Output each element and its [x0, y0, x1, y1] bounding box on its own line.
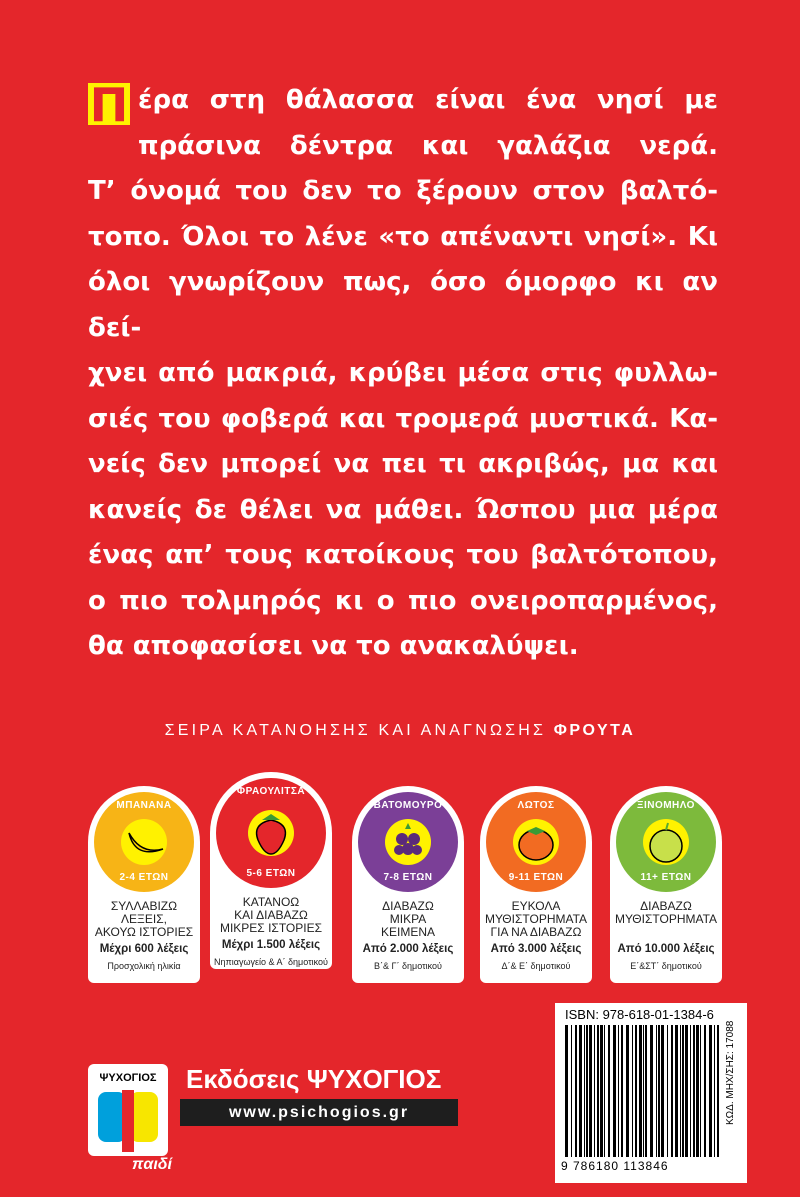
- barcode-bar: [671, 1025, 673, 1157]
- barcode-block: [555, 1003, 747, 1183]
- barcode: [561, 1025, 741, 1157]
- age-range: 2-4 ΕΤΩΝ: [119, 872, 169, 883]
- blurb-line: θα αποφασίσει να το ανακαλύψει.: [88, 631, 579, 661]
- fruit-name: ΦΡΑΟΥΛΙΤΣΑ: [236, 786, 306, 797]
- barcode-bar: [575, 1025, 577, 1157]
- age-range: 5-6 ΕΤΩΝ: [246, 868, 296, 879]
- barcode-bar: [618, 1025, 619, 1157]
- barcode-bar: [589, 1025, 592, 1157]
- barcode-bar: [565, 1025, 568, 1157]
- persimmon-icon: [513, 819, 559, 865]
- blurb-line: Τ’ όνομά του δεν το ξέρουν στον βαλτό-: [88, 176, 718, 206]
- barcode-bar: [626, 1025, 629, 1157]
- publisher-name: Εκδόσεις ΨΥΧΟΓΙΟΣ: [186, 1064, 442, 1094]
- barcode-bar: [584, 1025, 585, 1157]
- word-count: Από 2.000 λέξεις: [362, 943, 454, 955]
- back-cover-blurb: [88, 78, 718, 670]
- barcode-bar: [680, 1025, 681, 1157]
- barcode-bar: [696, 1025, 699, 1157]
- grade-level: Νηπιαγωγείο & Α΄ δημοτικού: [214, 957, 328, 967]
- product-code: ΚΩΔ. ΜΗΧ/ΣΗΣ: 17088: [725, 1021, 736, 1126]
- barcode-bar: [639, 1025, 642, 1157]
- series-label: ΣΕΙΡΑ ΚΑΤΑΝΟΗΣΗΣ ΚΑΙ ΑΝΑΓΝΩΣΗΣ: [164, 722, 547, 739]
- level-card: [352, 786, 464, 983]
- barcode-bar: [667, 1025, 668, 1157]
- fruit-name: ΒΑΤΟΜΟΥΡΟ: [373, 800, 443, 811]
- barcode-bar: [608, 1025, 610, 1157]
- barcode-bar: [658, 1025, 660, 1157]
- publisher-url[interactable]: www.psichogios.gr: [180, 1099, 458, 1126]
- logo-sub: παιδί: [132, 1156, 172, 1173]
- blurb-line: τοπο. Όλοι το λένε «το απέναντι νησί». Κι: [88, 221, 718, 252]
- word-count: Μέχρι 600 λέξεις: [99, 943, 189, 955]
- barcode-bar: [690, 1025, 691, 1157]
- barcode-bar: [704, 1025, 706, 1157]
- level-description: ΚΑΤΑΝΟΩ ΚΑΙ ΔΙΑΒΑΖΩ ΜΙΚΡΕΣ ΙΣΤΟΡΙΕΣ: [219, 895, 323, 935]
- barcode-bar: [650, 1025, 653, 1157]
- blurb-line: ένας απ’ τους κατοίκους του βαλτότοπου,: [88, 540, 718, 570]
- level-description: ΕΥΚΟΛΑ ΜΥΘΙΣΤΟΡΗΜΑΤΑ ΓΙΑ ΝΑ ΔΙΑΒΑΖΩ: [484, 899, 588, 939]
- barcode-bar: [604, 1025, 605, 1157]
- level-card: [610, 786, 722, 983]
- barcode-bar: [571, 1025, 572, 1157]
- word-count: Από 3.000 λέξεις: [490, 943, 582, 955]
- blurb-line: σιές του φοβερά και τρομερά μυστικά. Κα-: [88, 403, 718, 434]
- blackberry-icon: [385, 819, 431, 865]
- barcode-bar: [645, 1025, 647, 1157]
- reading-levels: [88, 786, 720, 986]
- barcode-bar: [594, 1025, 595, 1157]
- psi-icon: [88, 1064, 168, 1156]
- isbn-number: ISBN: 978-618-01-1384-6: [565, 1007, 714, 1022]
- barcode-bar: [597, 1025, 599, 1157]
- grade-level: Δ΄& Ε΄ δημοτικού: [501, 961, 571, 971]
- level-description: ΣΥΛΛΑΒΙΖΩ ΛΕΞΕΙΣ, ΑΚΟΥΩ ΙΣΤΟΡΙΕΣ: [94, 899, 194, 939]
- blurb-line: κανείς δε θέλει να μάθει. Ώσπου μια μέρα: [88, 494, 718, 525]
- barcode-bar: [682, 1025, 684, 1157]
- barcode-digits: 9 786180 113846: [561, 1159, 669, 1173]
- blurb-line: νείς δεν μπορεί να πει τι ακριβώς, μα και: [88, 449, 718, 479]
- barcode-bar: [661, 1025, 664, 1157]
- banana-icon: [121, 819, 167, 865]
- level-description: ΔΙΑΒΑΖΩ ΜΙΚΡΑ ΚΕΙΜΕΝΑ: [380, 899, 435, 939]
- barcode-bar: [714, 1025, 715, 1157]
- logo-brand: ΨΥΧΟΓΙΟΣ: [99, 1072, 157, 1084]
- barcode-bar: [700, 1025, 701, 1157]
- strawberry-icon: [248, 810, 294, 856]
- barcode-bar: [586, 1025, 588, 1157]
- barcode-bar: [613, 1025, 616, 1157]
- fruit-name: ΞΙΝΟΜΗΛΟ: [637, 800, 695, 811]
- level-card: [480, 786, 592, 983]
- grade-level: Προσχολική ηλικία: [107, 961, 181, 971]
- barcode-bar: [643, 1025, 644, 1157]
- age-range: 7-8 ΕΤΩΝ: [383, 872, 433, 883]
- barcode-bar: [632, 1025, 633, 1157]
- barcode-bar: [675, 1025, 678, 1157]
- series-title: [0, 722, 800, 740]
- fruit-name: ΜΠΑΝΑΝΑ: [116, 800, 172, 811]
- barcode-bar: [717, 1025, 719, 1157]
- logo-box: [88, 1064, 168, 1156]
- level-description: ΔΙΑΒΑΖΩ ΜΥΘΙΣΤΟΡΗΜΑΤΑ: [614, 899, 718, 926]
- barcode-bar: [656, 1025, 657, 1157]
- blurb-line: χνει από μακριά, κρύβει μέσα στις φυλλω-: [88, 358, 718, 388]
- word-count: Από 10.000 λέξεις: [617, 943, 715, 955]
- age-range: 11+ ΕΤΩΝ: [640, 872, 692, 883]
- barcode-bar: [685, 1025, 688, 1157]
- series-name: ΦΡΟΥΤΑ: [553, 722, 636, 739]
- barcode-bar: [579, 1025, 582, 1157]
- blurb-line: όλοι γνωρίζουν πως, όσο όμορφο κι αν δεί-: [88, 267, 718, 343]
- barcode-bar: [635, 1025, 637, 1157]
- barcode-bar: [600, 1025, 603, 1157]
- word-count: Μέχρι 1.500 λέξεις: [221, 939, 321, 951]
- apple-icon: [643, 819, 689, 865]
- age-range: 9-11 ΕΤΩΝ: [508, 872, 564, 883]
- barcode-bar: [621, 1025, 623, 1157]
- blurb-line: ο πιο τολμηρός κι ο πιο ονειροπαρμένος,: [88, 585, 718, 616]
- barcode-bar: [709, 1025, 712, 1157]
- publisher-logo: [88, 1064, 172, 1182]
- level-card: [88, 786, 200, 983]
- level-card: [210, 772, 332, 969]
- blurb-line: έρα στη θάλασσα είναι ένα νησί με: [138, 85, 718, 115]
- grade-level: Ε΄&ΣΤ΄ δημοτικού: [630, 961, 702, 971]
- grade-level: Β΄& Γ΄ δημοτικού: [374, 961, 442, 971]
- drop-cap: Π: [89, 78, 129, 132]
- barcode-bar: [693, 1025, 695, 1157]
- blurb-line: πράσινα δέντρα και γαλάζια νερά.: [138, 130, 718, 161]
- fruit-name: ΛΩΤΟΣ: [517, 800, 555, 811]
